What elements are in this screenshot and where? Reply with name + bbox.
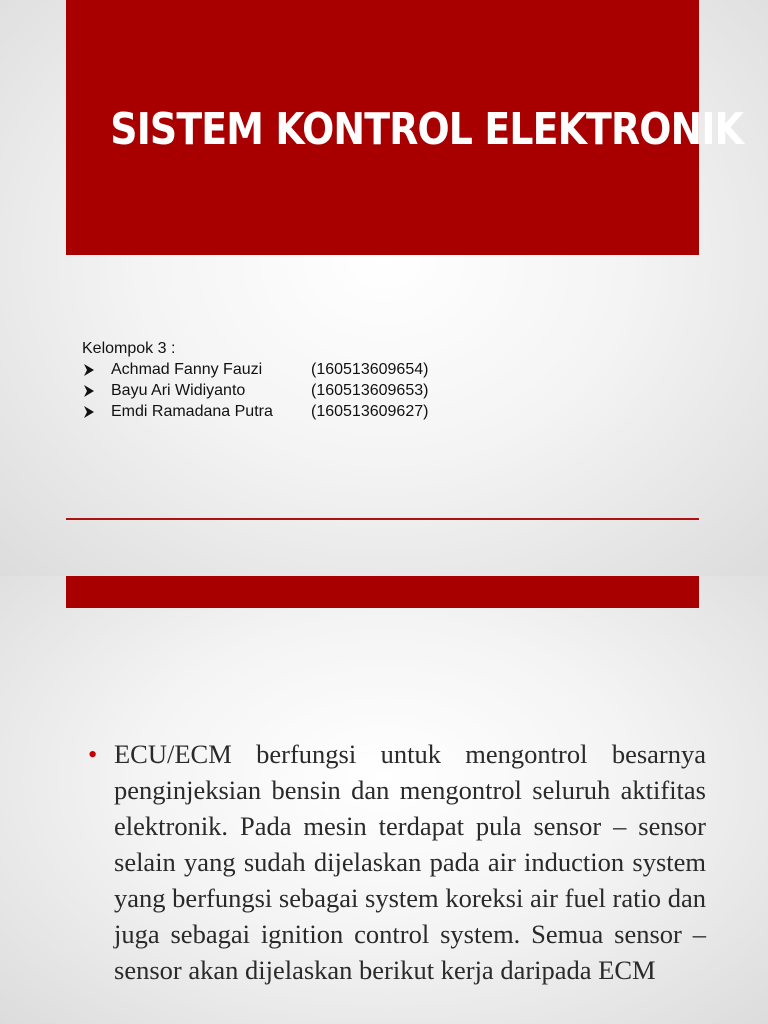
arrowhead-bullet-icon: [84, 364, 94, 376]
member-name: Achmad Fanny Fauzi: [111, 361, 263, 378]
member-nim: (160513609653): [311, 382, 429, 399]
arrowhead-bullet-icon: [84, 406, 94, 418]
member-row: [82, 401, 428, 422]
content-body: [88, 736, 706, 988]
divider-line: [66, 518, 699, 520]
group-info: [82, 338, 428, 422]
slide-content: [0, 576, 768, 1024]
member-name: Bayu Ari Widiyanto: [111, 382, 246, 399]
bullet-marker: •: [88, 739, 98, 769]
title-banner: [66, 0, 744, 255]
group-label: Kelompok 3 :: [82, 340, 176, 357]
bullet-item: [88, 736, 706, 988]
member-nim: (160513609654): [311, 361, 429, 378]
slide-title-text: SISTEM KONTROL ELEKTRONIK: [110, 104, 744, 155]
header-bar: [66, 576, 699, 608]
member-nim: (160513609627): [311, 403, 429, 420]
arrowhead-bullet-icon: [84, 385, 94, 397]
member-name: Emdi Ramadana Putra: [111, 403, 273, 420]
bullet-paragraph: ECU/ECM berfungsi untuk mengontrol besarnya penginjeksian bensin dan mengontrol seluruh aktifitas elektronik. Pada mesin terdapat pula sensor – sensor selain yang sudah dijelaskan pada air induction system yang berfungsi sebagai system koreksi air fuel ratio dan juga sebagai ignition control system. Semua sensor – sensor akan dijelaskan berikut kerja daripada ECM: [114, 739, 706, 985]
member-row: [82, 380, 428, 401]
member-row: [82, 359, 428, 380]
